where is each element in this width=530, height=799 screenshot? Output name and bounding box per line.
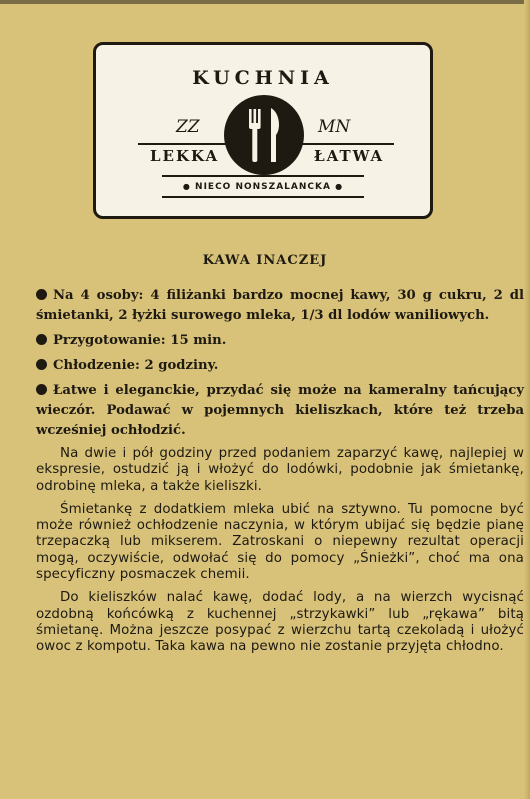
method-paragraph: Do kieliszków nalać kawę, dodać lody, a na wierzch wycisnąć ozdobną końcówką z kuchennej „strzykawki” lub „rękawa” bitą śmietanę. Można jeszcze posypać z wierzchu tartą czekoladą i ułożyć owoc z kompotu. Taka kawa na pewno nie zostanie przyjęta chłodno.: [36, 590, 524, 655]
recipe-info-paragraph: [36, 356, 524, 376]
header-word-left: LEKKA: [150, 147, 220, 165]
recipe-info-paragraph: [36, 331, 524, 351]
column-title: KUCHNIA: [192, 67, 334, 89]
column-header-box: [93, 42, 433, 219]
bullet-icon: [36, 384, 47, 395]
band-dot-icon: ●: [335, 182, 344, 191]
prep-time-text: Przygotowanie: 15 min.: [53, 333, 227, 348]
page-edge: [524, 0, 530, 799]
bullet-icon: [36, 289, 47, 300]
article-title: KAWA INACZEJ: [202, 253, 328, 268]
chill-time-text: Chłodzenie: 2 godziny.: [53, 358, 219, 373]
header-subtitle: NIECO NONSZALANCKA: [195, 182, 331, 192]
header-word-right: ŁATWA: [314, 147, 385, 165]
header-rule-left: [138, 143, 226, 145]
description-text: Łatwe i eleganckie, przydać się może na kameralny tańcujący wieczór. Podawać w pojemnych kieliszkach, które też trzeba wcześniej ochłodzić.: [36, 383, 524, 438]
recipe-info-paragraph: [36, 381, 524, 441]
servings-text: Na 4 osoby: 4 filiżanki bardzo mocnej kawy, 30 g cukru, 2 dl śmietanki, 2 łyżki surowego mleka, 1/3 dl lodów waniliowych.: [36, 288, 524, 323]
bullet-icon: [36, 359, 47, 370]
fork-knife-plate-icon: [224, 95, 304, 175]
signature-left: ZZ: [176, 117, 200, 137]
method-paragraph: Na dwie i pół godziny przed podaniem zaparzyć kawę, najlepiej w ekspresie, ostudzić ją i włożyć do lodówki, podobnie jak śmietankę, odrobinę mleka, a także kieliszki.: [36, 446, 524, 494]
header-subtitle-band: [162, 175, 364, 198]
band-dot-icon: ●: [182, 182, 191, 191]
bullet-icon: [36, 334, 47, 345]
top-rule: [0, 0, 530, 4]
signature-right: MN: [318, 117, 351, 137]
article-body: [36, 286, 524, 663]
method-paragraph: Śmietankę z dodatkiem mleka ubić na sztywno. Tu pomocne być może również ochłodzenie naczynia, w którym ubijać się będzie pianę trzepaczką lub mikserem. Zatroskani o niepewny rezultat operacji mogą, oczywiście, odwołać się do pomocy „Śnieżki”, choć ma ona specyficzny posmaczek chemii.: [36, 501, 524, 583]
header-rule-right: [302, 143, 394, 145]
recipe-info-paragraph: [36, 286, 524, 326]
